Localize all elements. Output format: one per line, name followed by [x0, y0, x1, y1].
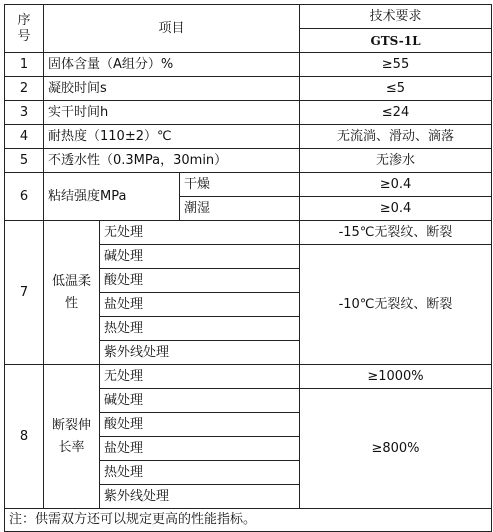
sub-treatment: 酸处理	[100, 269, 300, 293]
row-item: 固体含量（A组分）%	[44, 53, 300, 77]
header-item: 项目	[44, 5, 300, 53]
sub-treatment: 无处理	[100, 365, 300, 389]
row-number: 7	[5, 221, 44, 365]
row-value: -10℃无裂纹、断裂	[300, 245, 492, 365]
row-item: 凝胶时间s	[44, 77, 300, 101]
row-value: ≤24	[300, 101, 492, 125]
sub-treatment: 热处理	[100, 317, 300, 341]
sub-treatment: 酸处理	[100, 413, 300, 437]
sub-treatment: 无处理	[100, 221, 300, 245]
row-value: 无渗水	[300, 149, 492, 173]
table-row	[5, 149, 492, 173]
row-value: -15℃无裂纹、断裂	[300, 221, 492, 245]
row-item: 粘结强度MPa	[44, 173, 180, 221]
row-number: 5	[5, 149, 44, 173]
header-row	[5, 5, 492, 29]
row-item: 低温柔性	[44, 221, 100, 365]
row-value: ≥0.4	[300, 197, 492, 221]
sub-treatment: 盐处理	[100, 293, 300, 317]
table-row	[5, 53, 492, 77]
sub-treatment: 热处理	[100, 461, 300, 485]
row-number: 6	[5, 173, 44, 221]
row-value: ≥1000%	[300, 365, 492, 389]
row-number: 3	[5, 101, 44, 125]
sub-treatment: 紫外线处理	[100, 485, 300, 509]
sub-condition: 干燥	[180, 173, 300, 197]
row-value: ≤5	[300, 77, 492, 101]
row-number: 1	[5, 53, 44, 77]
table-row	[5, 101, 492, 125]
header-model: GTS-1L	[300, 29, 492, 53]
row-number: 8	[5, 365, 44, 509]
row-value: ≥55	[300, 53, 492, 77]
row-number: 2	[5, 77, 44, 101]
row-number: 4	[5, 125, 44, 149]
sub-treatment: 碱处理	[100, 389, 300, 413]
table-row	[5, 77, 492, 101]
row-value: 无流淌、滑动、滴落	[300, 125, 492, 149]
table-note: 注：供需双方还可以规定更高的性能指标。	[5, 509, 492, 532]
spec-sheet	[4, 4, 492, 532]
note-row	[5, 509, 492, 532]
table-row	[5, 173, 492, 197]
technical-spec-table	[4, 4, 492, 532]
sub-treatment: 盐处理	[100, 437, 300, 461]
table-row	[5, 221, 492, 245]
row-item: 耐热度（110±2）℃	[44, 125, 300, 149]
header-tech-req: 技术要求	[300, 5, 492, 29]
table-row	[5, 365, 492, 389]
table-row	[5, 125, 492, 149]
sub-treatment: 碱处理	[100, 245, 300, 269]
row-item: 不透水性（0.3MPa，30min）	[44, 149, 300, 173]
row-item: 断裂伸长率	[44, 365, 100, 509]
sub-treatment: 紫外线处理	[100, 341, 300, 365]
sub-condition: 潮湿	[180, 197, 300, 221]
row-value: ≥0.4	[300, 173, 492, 197]
row-item: 实干时间h	[44, 101, 300, 125]
header-seq: 序号	[5, 5, 44, 53]
row-value: ≥800%	[300, 389, 492, 509]
